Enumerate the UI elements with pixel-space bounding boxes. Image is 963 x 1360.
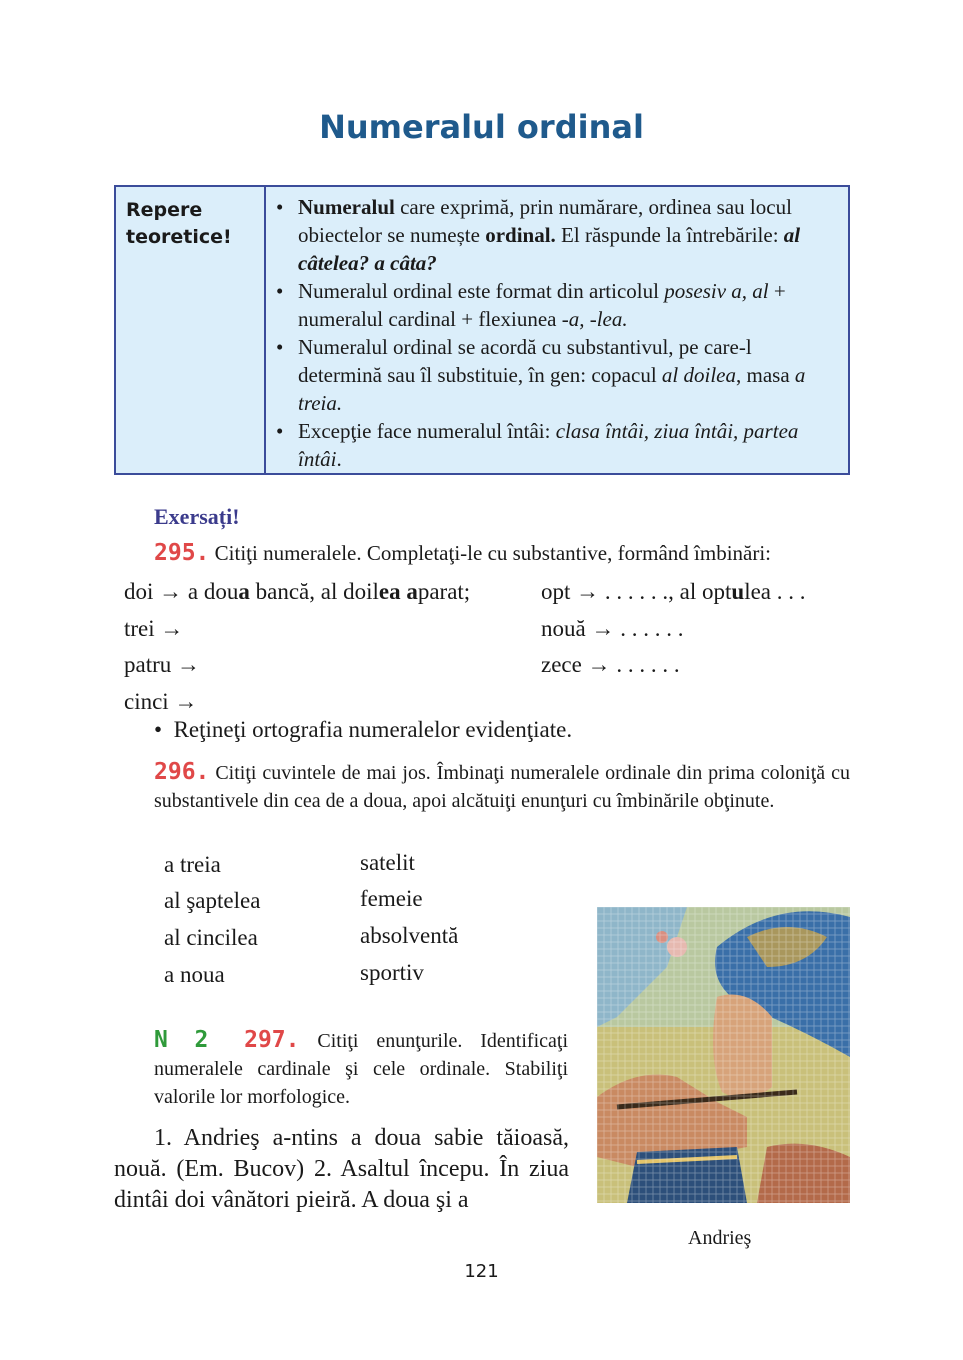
exercise-number: 296.	[154, 759, 210, 785]
theory-label-line1: Repere	[126, 199, 203, 221]
theory-bullet-2: • Numeralul ordinal este format din articolul posesiv a, al + numeralul cardinal + flexiunea -a, -lea.	[276, 277, 836, 333]
page-number: 121	[464, 1261, 499, 1282]
example-right-row-3: zece → . . . . . .	[541, 652, 680, 677]
noun-word: satelit	[360, 850, 415, 875]
theory-bullet-3: • Numeralul ordinal se acordă cu substantivul, pe care-l determină sau îl substituie, în gen: copacul al doilea, masa a treia.	[276, 333, 836, 417]
spelling-note: • Reţineţi ortografia numeralelor evidenţiate.	[154, 717, 573, 742]
mosaic-illustration	[597, 907, 850, 1203]
ordinal-word: a noua	[164, 962, 225, 987]
theory-label	[116, 187, 266, 473]
exercise-number: 297.	[244, 1027, 300, 1053]
example-row-4: cinci →	[124, 689, 198, 714]
exercise-heading: Exersați!	[154, 504, 240, 529]
exercise-number: 295.	[154, 540, 210, 566]
exercise-295-instruction: 295. Citiţi numeralele. Completaţi-le cu substantive, formând îmbinări:	[154, 540, 772, 566]
theory-bullet-4: • Excepţie face numeralul întâi: clasa întâi, ziua întâi, partea întâi.	[276, 417, 836, 473]
noun-word: absolventă	[360, 923, 459, 948]
example-row-1: doi → a doua bancă, al doilea aparat;	[124, 579, 471, 604]
example-right-row-1: opt → . . . . . ., al optulea . . .	[541, 579, 806, 604]
level-marker: N 2	[154, 1027, 209, 1053]
theory-label-line2: teoretice!	[126, 226, 232, 248]
exercise-297-instruction: N 2 297. Citiţi enunţurile. Identificaţi numeralele cardinale şi cele ordinale. Stabiliţi valorile lor morfologice.	[154, 1027, 569, 1108]
ordinal-word: a treia	[164, 852, 221, 877]
example-row-2: trei →	[124, 616, 184, 641]
theory-bullet-1: • Numeralul care exprimă, prin numărare, ordinea sau locul obiectelor se numește ordinal. El răspunde la întrebările: al câtelea? a câta?	[276, 193, 836, 277]
ordinal-word: al şaptelea	[164, 888, 261, 913]
exercise-297-text: 1. Andrieş a-ntins a doua sabie tăioasă, nouă. (Em. Bucov) 2. Asaltul începu. În ziua dintâi doi vânători pieiră. A doua şi a	[114, 1125, 569, 1213]
example-row-3: patru →	[124, 652, 201, 677]
theory-content	[276, 193, 836, 473]
exercise-296-instruction: 296. Citiţi cuvintele de mai jos. Îmbinaţi numeralele ordinale din prima coloniţă cu substantivele din cea de a doua, apoi alcătuiţi enunţuri cu îmbinările obţinute.	[154, 759, 850, 812]
theory-box	[114, 185, 850, 475]
noun-word: sportiv	[360, 960, 424, 985]
ordinal-word: al cincilea	[164, 925, 258, 950]
page-title: Numeralul ordinal	[319, 108, 644, 146]
image-caption: Andrieş	[688, 1227, 752, 1249]
example-right-row-2: nouă → . . . . . .	[541, 616, 684, 641]
noun-word: femeie	[360, 886, 423, 911]
